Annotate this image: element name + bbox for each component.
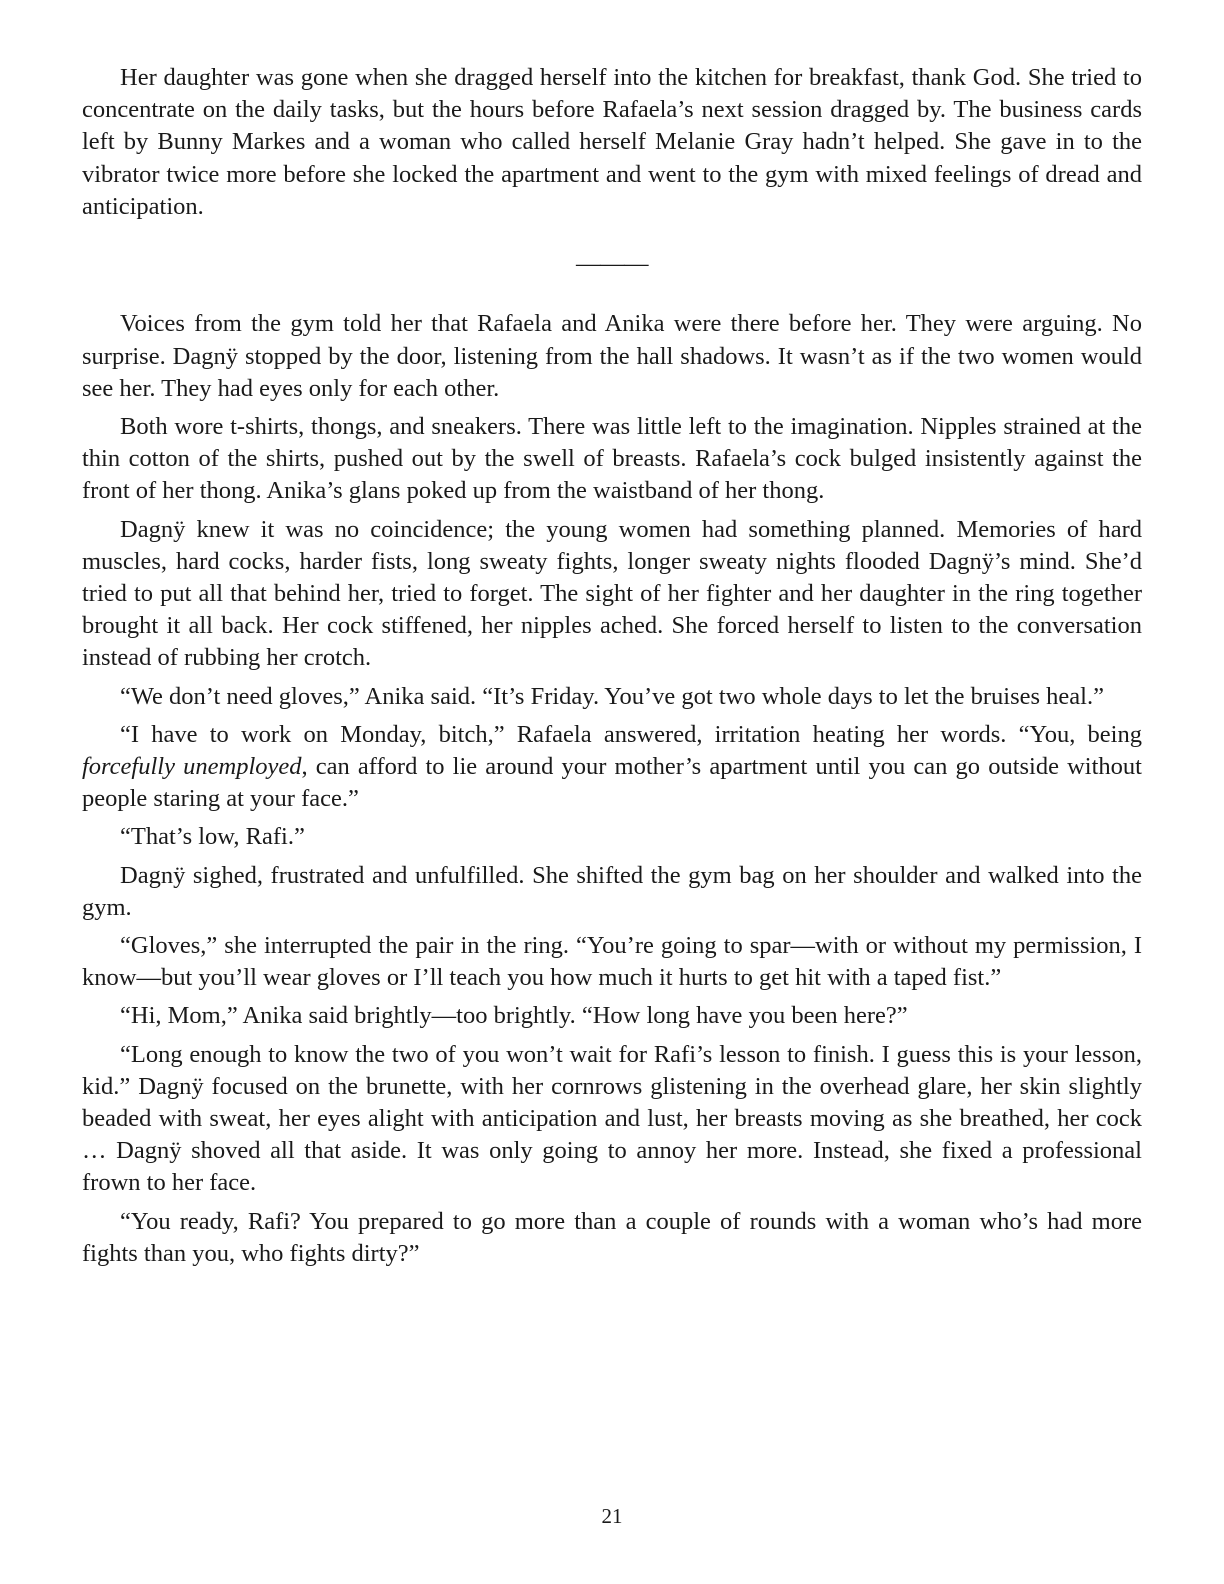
paragraph-text-part: , can afford to lie around your mother’s apartment until you can go outside without people staring at your face.”	[82, 753, 1142, 813]
paragraph: Her daughter was gone when she dragged herself into the kitchen for breakfast, thank God. She tried to concentrate on the daily tasks, but the hours before Rafaela’s next session dragged by. The business cards left by Bunny Markes and a woman who called herself Melanie Gray hadn’t helped. She gave in to the vibrator twice more before she locked the apartment and went to the gym with mixed feelings of dread and anticipation.	[82, 64, 1142, 220]
paragraph: “That’s low, Rafi.”	[120, 823, 305, 851]
paragraph: “You ready, Rafi? You prepared to go more than a couple of rounds with a woman who’s had more fights than you, who fights dirty?”	[82, 1207, 1142, 1267]
paragraph: “Gloves,” she interrupted the pair in the ring. “You’re going to spar—with or without my permission, I know—but you’ll wear gloves or I’ll teach you how much it hurts to get hit with a taped fist.”	[82, 932, 1142, 992]
paragraph: Both wore t-shirts, thongs, and sneakers. There was little left to the imagination. Nipples strained at the thin cotton of the shirts, pushed out by the swell of breasts. Rafaela’s cock bulged insistently against the front of her thong. Anika’s glans poked up from the waistband of her thong.	[82, 413, 1142, 505]
paragraph: Dagnÿ sighed, frustrated and unfulfilled. She shifted the gym bag on her shoulder and walked into the gym.	[82, 861, 1142, 921]
paragraph-with-italic	[82, 719, 1142, 816]
paragraph: “We don’t need gloves,” Anika said. “It’s Friday. You’ve got two whole days to let the bruises heal.”	[120, 682, 1104, 710]
paragraph: “Hi, Mom,” Anika said brightly—too brightly. “How long have you been here?”	[120, 1002, 908, 1030]
body-text	[82, 62, 1142, 1270]
page-number: 21	[601, 1504, 623, 1528]
paragraph: Voices from the gym told her that Rafaela and Anika were there before her. They were arguing. No surprise. Dagnÿ stopped by the door, listening from the hall shadows. It wasn’t as if the two women would see her. They had eyes only for each other.	[82, 310, 1142, 402]
paragraph: Dagnÿ knew it was no coincidence; the young women had something planned. Memories of hard muscles, hard cocks, harder fists, long sweaty fights, longer sweaty nights flooded Dagnÿ’s mind. She’d tried to put all that behind her, tried to forget. The sight of her fighter and her daughter in the ring together brought it all back. Her cock stiffened, her nipples ached. She forced herself to listen to the conversation instead of rubbing her crotch.	[82, 515, 1142, 672]
paragraph-text-part: “I have to work on Monday, bitch,” Rafaela answered, irritation heating her words. “You, being	[120, 720, 1142, 748]
italic-phrase: forcefully unemployed	[82, 753, 302, 781]
paragraph: “Long enough to know the two of you won’t wait for Rafi’s lesson to finish. I guess this is your lesson, kid.” Dagnÿ focused on the brunette, with her cornrows glistening in the overhead glare, her skin slightly beaded with sweat, her eyes alight with anticipation and lust, her breasts moving as she breathed, her cock … Dagnÿ shoved all that aside. It was only going to annoy her more. Instead, she fixed a professional frown to her face.	[82, 1040, 1142, 1197]
scene-break-divider: ———	[576, 250, 648, 278]
